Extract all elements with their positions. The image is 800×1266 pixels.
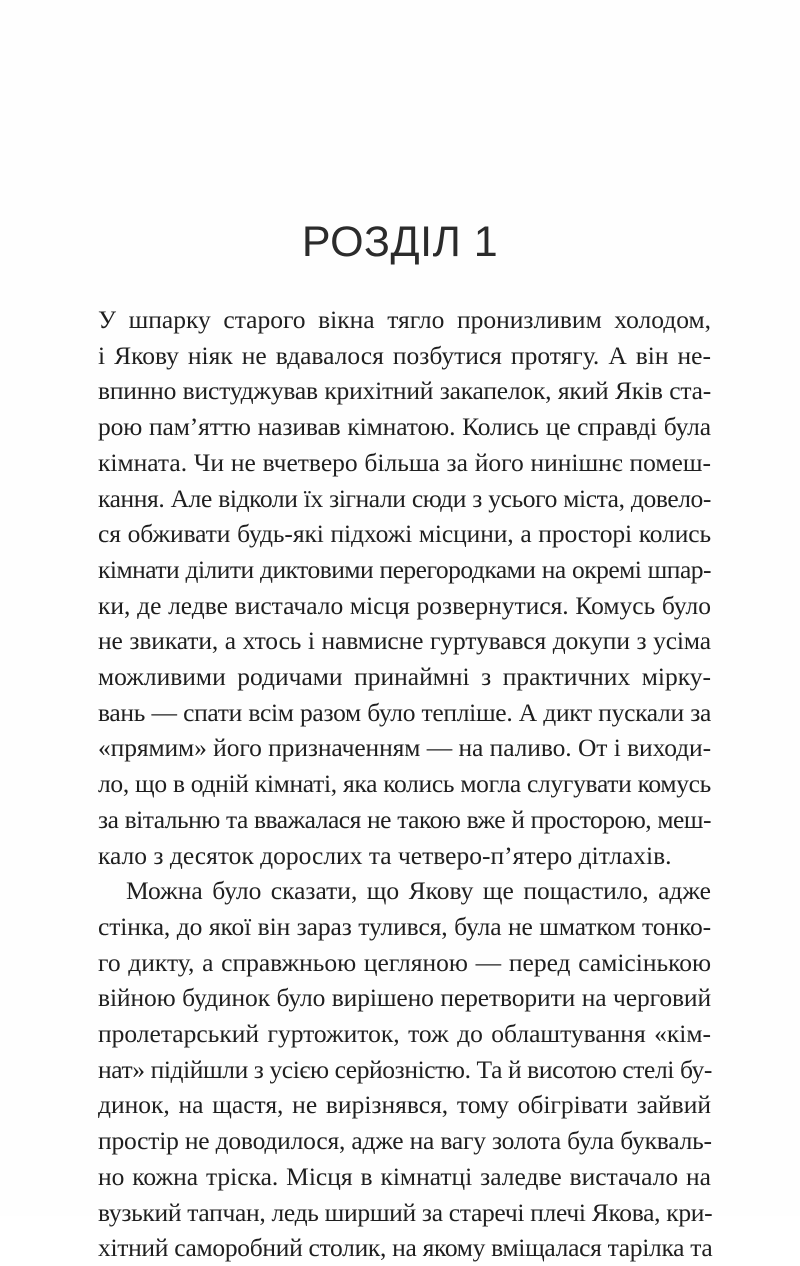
text-line: ки, де ледве вистачало місця розвернутися. Комусь було [98,590,711,620]
text-line: кімнати ділити диктовими перегородками на окремі шпар- [98,554,711,584]
text-line: і Якову ніяк не вдавалося позбутися протягу. А він не- [98,340,711,370]
text-line: не звикати, а хтось і навмисне гуртувався докупи з усіма [98,626,711,656]
text-line: війною будинок було вирішено перетворити на черговий [98,983,711,1013]
text-line: кало з десяток дорослих та четверо-п’ятеро дітлахів. [98,840,672,870]
text-line: У шпарку старого вікна тягло пронизливим холодом, [98,305,711,334]
text-line: хітний саморобний столик, на якому вміщалася тарілка та [98,1233,713,1263]
text-line: но кожна тріска. Місця в кімнатці заледве вистачало на [98,1161,711,1191]
text-line: вань — спати всім разом було тепліше. А дикт пускали за [98,697,711,727]
text-line: нат» підійшли з усією серйозністю. Та й висотою стелі бу- [98,1054,712,1084]
text-line: «прямим» його призначенням — на паливо. От і виходи- [98,733,711,763]
text-line: динок, на щастя, не вирізнявся, тому обігрівати зайвий [98,1090,711,1120]
text-line: го дикту, а справжньою цегляною — перед самісінькою [98,947,711,977]
body-text [98,302,711,1266]
text-line: ло, що в одній кімнаті, яка колись могла слугувати комусь [98,769,711,799]
text-line: кання. Але відколи їх зігнали сюди з усього міста, довело- [98,483,711,513]
text-line: ся обживати будь-які підхожі місцини, а просторі колись [98,519,711,549]
chapter-title: РОЗДІЛ 1 [301,218,499,266]
text-line: за вітальню та вважалася не такою вже й просторою, меш- [98,804,711,834]
text-line: Можна було сказати, що Якову ще пощастило, адже [126,876,711,906]
text-line: впинно вистуджував крихітний закапелок, який Яків ста- [98,376,711,406]
text-line: кімната. Чи не вчетверо більша за його нинішнє помеш- [98,447,711,477]
text-line: стінка, до якої він зараз тулився, була не шматком тонко- [98,911,711,941]
text-line: пролетарський гуртожиток, тож до облаштування «кім- [98,1019,711,1049]
text-line: можливими родичами принаймні з практичних мірку- [98,662,711,692]
text-line: рою пам’яттю називав кімнатою. Колись це справді була [98,412,711,442]
text-line: простір не доводилося, адже на вагу золота була букваль- [98,1126,712,1156]
text-line: вузький тапчан, ледь ширший за старечі плечі Якова, кри- [98,1197,713,1227]
